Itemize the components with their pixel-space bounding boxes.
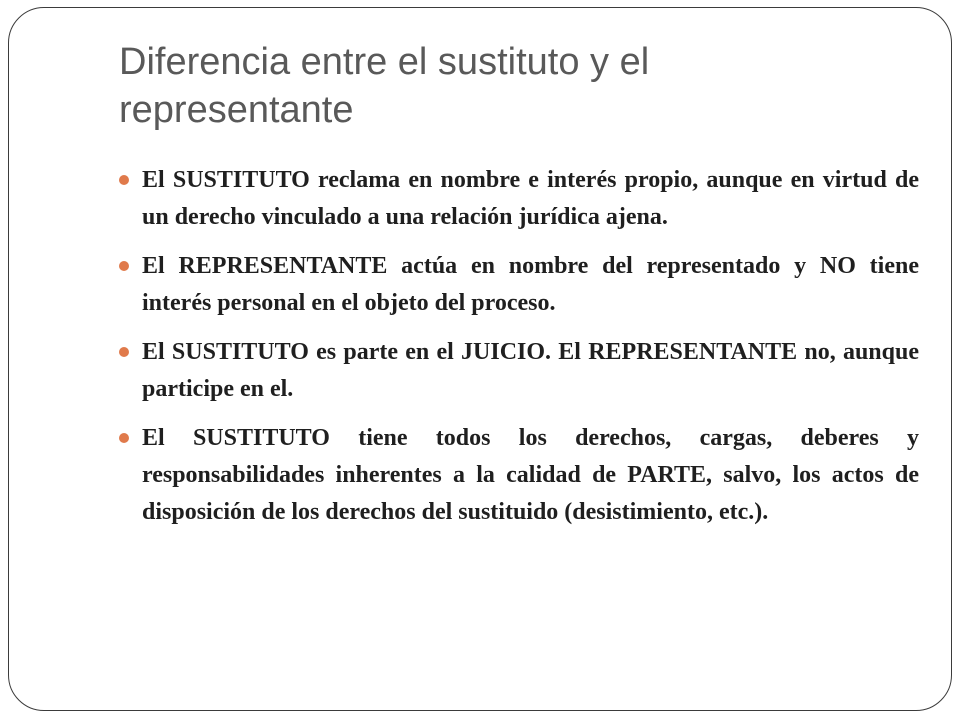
bullet-list <box>119 162 919 543</box>
bullet-item <box>119 162 919 236</box>
bullet-icon <box>119 175 129 185</box>
bullet-icon <box>119 347 129 357</box>
bullet-text: El SUSTITUTO reclama en nombre e interés propio, aunque en virtud de un derecho vinculado a una relación jurídica ajena. <box>142 167 919 230</box>
bullet-item <box>119 334 919 408</box>
slide-title: Diferencia entre el sustituto y el representante <box>119 41 650 131</box>
bullet-text: El REPRESENTANTE actúa en nombre del representado y NO tiene interés personal en el objeto del proceso. <box>142 253 919 316</box>
bullet-icon <box>119 261 129 271</box>
bullet-item <box>119 248 919 322</box>
slide-frame <box>8 7 952 711</box>
bullet-text: El SUSTITUTO es parte en el JUICIO. El REPRESENTANTE no, aunque participe en el. <box>142 339 919 402</box>
bullet-item <box>119 420 919 531</box>
bullet-icon <box>119 433 129 443</box>
bullet-text: El SUSTITUTO tiene todos los derechos, cargas, deberes y responsabilidades inherentes a la calidad de PARTE, salvo, los actos de disposición de los derechos del sustituido (desistimiento, etc.). <box>142 425 919 525</box>
